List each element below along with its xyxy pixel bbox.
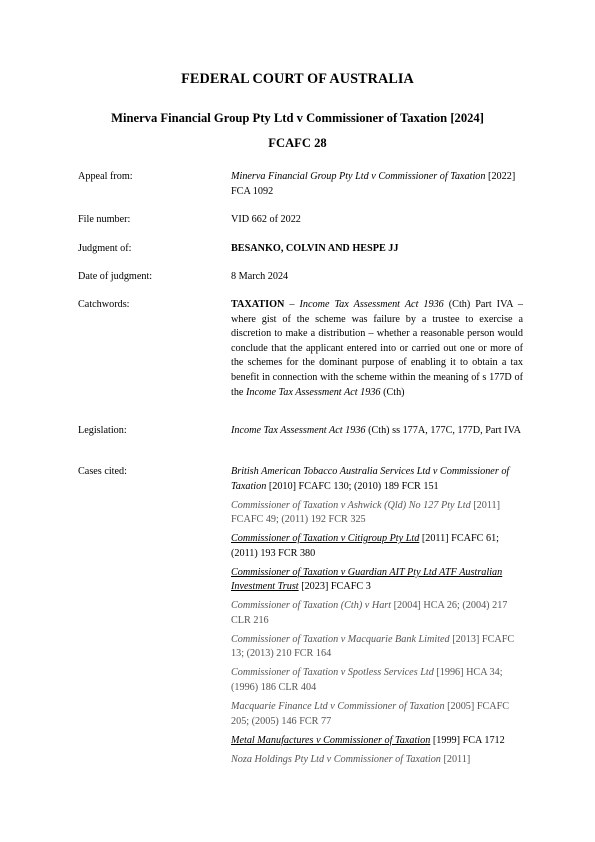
case-citation: [2004] HCA 26; (2004) 217 CLR 216 <box>231 600 508 626</box>
value-appeal-from <box>231 170 523 199</box>
list-item <box>231 700 523 729</box>
case-citation: [2013] FCAFC 13; (2013) 210 FCR 164 <box>231 633 515 660</box>
catchwords-text: (Cth) Part IVA – where gist of the scheme was failure by a trustee to exercise a discretion to make a distribution – whether a reasonable person would conclude that the applicant entered into or carried out one or more of the schemes for the dominant purpose of enabling it to obtain a tax benefit in connection with the scheme within the meaning of s 177D of the <box>231 299 523 398</box>
label-catchwords: Catchwords: <box>78 299 130 310</box>
list-item <box>231 734 523 749</box>
legislation-act: Income Tax Assessment Act 1936 <box>231 425 366 436</box>
appeal-from-citation: [2022] FCA 1092 <box>231 171 516 197</box>
label-legislation: Legislation: <box>78 425 127 436</box>
case-citation: [2011] FCAFC 49; (2011) 192 FCR 325 <box>231 499 501 526</box>
catchwords-topic: TAXATION <box>231 299 285 310</box>
case-citation: [2010] FCAFC 130; (2010) 189 FCR 151 <box>266 480 439 492</box>
value-catchwords <box>231 298 523 400</box>
cases-cited-list <box>231 465 523 772</box>
case-name: Noza Holdings Pty Ltd v Commissioner of Taxation <box>231 753 441 765</box>
case-citation: [2023] FCAFC 3 <box>298 581 371 593</box>
case-citation: [2005] FCAFC 205; (2005) 146 FCR 77 <box>231 701 510 727</box>
legislation-sections: (Cth) ss 177A, 177C, 177D, Part IVA <box>365 425 521 436</box>
list-item <box>231 666 523 695</box>
catchwords-dash: – <box>284 299 300 310</box>
label-file-number: File number: <box>78 214 131 225</box>
case-name: Commissioner of Taxation v Ashwick (Qld) No 127 Pty Ltd <box>231 499 471 511</box>
label-cases-cited: Cases cited: <box>78 466 127 477</box>
list-item <box>231 753 523 768</box>
case-name: Commissioner of Taxation v Citigroup Pty Ltd <box>231 533 420 545</box>
label-date-of-judgment: Date of judgment: <box>78 271 153 282</box>
case-citation: [2011] <box>440 753 471 765</box>
label-appeal-from: Appeal from: <box>78 171 133 182</box>
court-name: FEDERAL COURT OF AUSTRALIA <box>181 71 414 87</box>
value-judgment-of: BESANKO, COLVIN AND HESPE JJ <box>231 243 399 254</box>
list-item <box>231 566 523 595</box>
list-item <box>231 633 523 662</box>
value-legislation <box>231 424 523 439</box>
medium-neutral-citation: FCAFC 28 <box>268 136 327 150</box>
case-name: Commissioner of Taxation (Cth) v Hart <box>231 600 392 612</box>
value-date-of-judgment: 8 March 2024 <box>231 271 289 282</box>
case-citation: [2011] FCAFC 61; (2011) 193 FCR 380 <box>231 533 500 559</box>
case-citation: [1996] HCA 34; (1996) 186 CLR 404 <box>231 667 503 694</box>
case-name: Macquarie Finance Ltd v Commissioner of Taxation <box>231 701 445 713</box>
case-name: Commissioner of Taxation v Spotless Services Ltd <box>231 667 434 679</box>
list-item <box>231 532 523 561</box>
catchwords-act: Income Tax Assessment Act 1936 <box>299 299 444 310</box>
list-item <box>231 465 523 494</box>
case-title: Minerva Financial Group Pty Ltd v Commissioner of Taxation [2024] <box>111 111 484 125</box>
catchwords-act-2: Income Tax Assessment Act 1936 <box>246 386 381 398</box>
case-name: Commissioner of Taxation v Macquarie Bank Limited <box>231 633 450 645</box>
appeal-from-case-name: Minerva Financial Group Pty Ltd v Commissioner of Taxation <box>231 171 486 182</box>
case-name: British American Tobacco Australia Services Ltd v Commissioner of Taxation <box>231 466 510 492</box>
list-item <box>231 499 523 528</box>
case-name: Metal Manufactures v Commissioner of Taxation <box>231 734 431 746</box>
value-file-number: VID 662 of 2022 <box>231 214 301 225</box>
catchwords-text-2: (Cth) <box>380 386 405 398</box>
case-citation: [1999] FCA 1712 <box>430 734 505 746</box>
case-name: Commissioner of Taxation v Guardian AIT Pty Ltd ATF Australian Investment Trust <box>231 566 503 593</box>
list-item <box>231 599 523 628</box>
label-judgment-of: Judgment of: <box>78 243 132 254</box>
